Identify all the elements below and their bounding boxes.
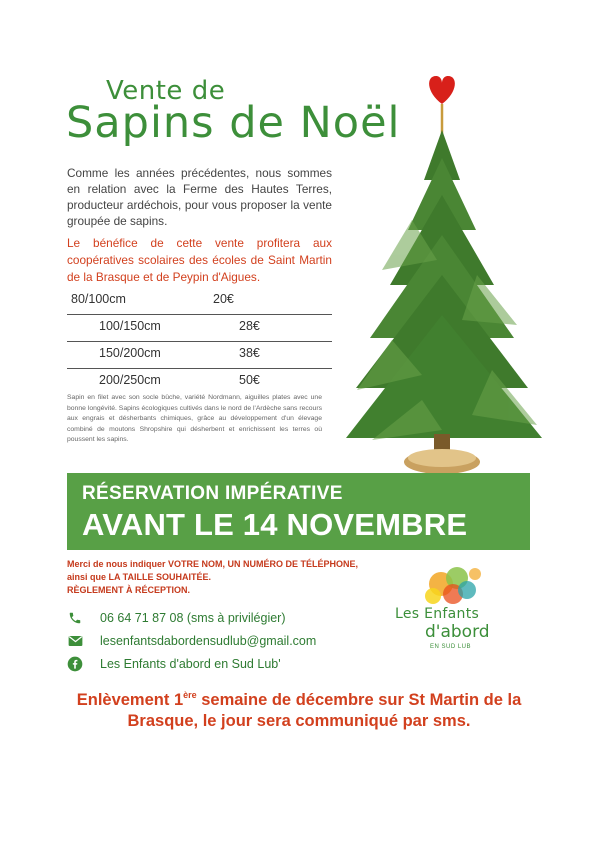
benefit-paragraph: Le bénéfice de cette vente profitera aux coopératives scolaires des écoles de Saint Martin de la Brasque et de Peypin d'Aigues. bbox=[67, 236, 332, 284]
logo-line-2: d'abord bbox=[425, 622, 490, 642]
hands-logo-icon bbox=[393, 560, 511, 610]
tree-price: 20€ bbox=[213, 292, 234, 306]
contact-text: 06 64 71 87 08 (sms à privilégier) bbox=[100, 611, 286, 625]
pickup-superscript: ère bbox=[183, 690, 197, 700]
pickup-text-2: semaine de décembre sur St Martin de la Brasque, le jour sera communiqué par sms. bbox=[127, 691, 522, 730]
price-row bbox=[67, 288, 332, 315]
tree-size: 200/250cm bbox=[99, 373, 161, 387]
page-title: Sapins de Noël bbox=[66, 98, 401, 148]
contact-email[interactable] bbox=[67, 631, 316, 651]
contact-facebook[interactable] bbox=[67, 654, 281, 674]
contact-text: Les Enfants d'abord en Sud Lub' bbox=[100, 657, 281, 671]
order-instructions bbox=[67, 558, 377, 597]
contact-phone[interactable] bbox=[67, 608, 286, 628]
tree-price: 38€ bbox=[239, 346, 260, 360]
tree-description: Sapin en filet avec son socle bûche, variété Nordmann, aiguilles plates avec une bonne longévité. Sapins écologiques cultivés dans le nord de l'Ardèche sans recours aux engrais et désherbants chimiques, grâce au développement d'un élevage combiné de moutons Shropshire qui désherbent et enrichissent les terres où poussent les sapins. bbox=[67, 394, 322, 443]
logo-line-3: EN SUD LUB bbox=[430, 644, 472, 650]
price-row bbox=[67, 369, 332, 396]
price-list bbox=[67, 288, 332, 396]
reservation-banner bbox=[67, 473, 530, 550]
instructions-line-1: Merci de nous indiquer VOTRE NOM, UN NUMÉRO DE TÉLÉPHONE, bbox=[67, 559, 359, 569]
facebook-icon bbox=[67, 656, 83, 672]
mail-icon bbox=[67, 633, 83, 649]
christmas-tree-image bbox=[342, 70, 552, 490]
title-line-1: Vente de bbox=[106, 76, 226, 106]
pickup-notice bbox=[64, 685, 534, 732]
pickup-text-1: Enlèvement 1 bbox=[76, 691, 184, 709]
intro-paragraph: Comme les années précédentes, nous sommes en relation avec la Ferme des Hautes Terres, producteur ardéchois, pour vous proposer la vente groupée de sapins. bbox=[67, 166, 332, 228]
tree-size: 80/100cm bbox=[71, 292, 126, 306]
association-logo bbox=[393, 560, 511, 665]
price-row bbox=[67, 342, 332, 369]
instructions-line-3: RÈGLEMENT À RÉCEPTION. bbox=[67, 585, 191, 595]
phone-icon bbox=[67, 610, 83, 626]
heart-icon bbox=[429, 76, 455, 104]
tree-size: 150/200cm bbox=[99, 346, 161, 360]
tree-size: 100/150cm bbox=[99, 319, 161, 333]
instructions-line-2: ainsi que LA TAILLE SOUHAITÉE. bbox=[67, 572, 212, 582]
price-row bbox=[67, 315, 332, 342]
tree-price: 28€ bbox=[239, 319, 260, 333]
banner-deadline: AVANT LE 14 NOVEMBRE bbox=[82, 507, 468, 542]
banner-heading: RÉSERVATION IMPÉRATIVE bbox=[82, 483, 343, 504]
tree-price: 50€ bbox=[239, 373, 260, 387]
contact-text: lesenfantsdabordensudlub@gmail.com bbox=[100, 634, 317, 648]
logo-line-1: Les Enfants bbox=[395, 606, 480, 622]
